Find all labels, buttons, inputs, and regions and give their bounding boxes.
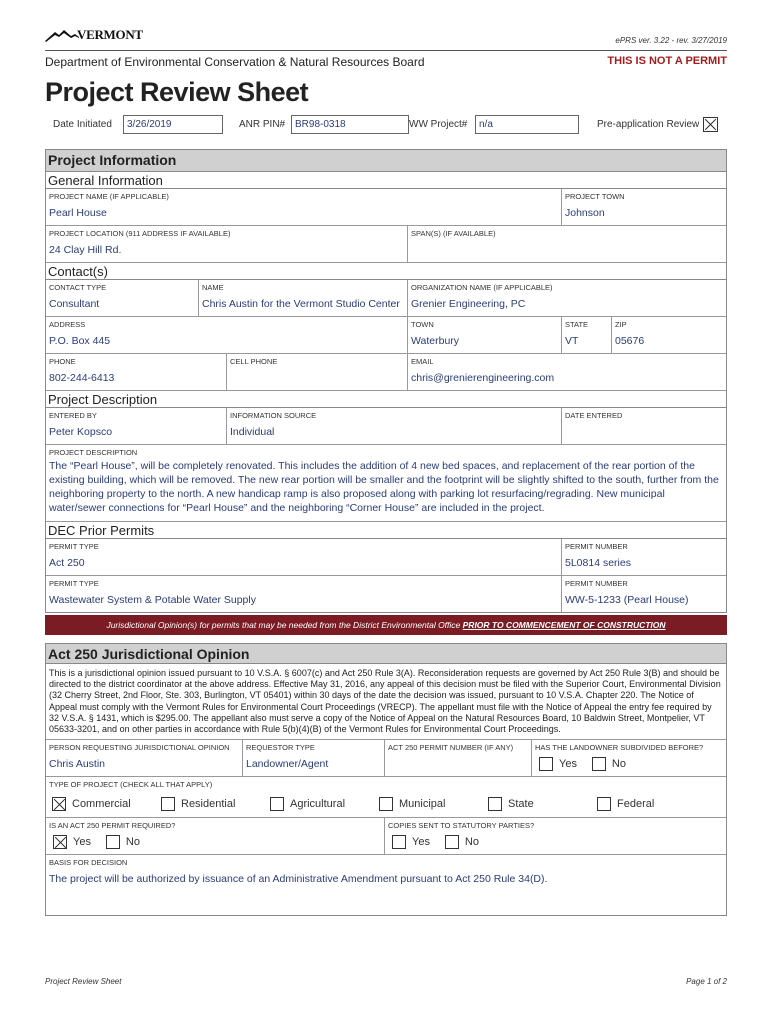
act250-section bbox=[45, 643, 727, 916]
preapp-label: Pre-application Review bbox=[597, 119, 700, 130]
info-source-label: INFORMATION SOURCE bbox=[230, 411, 317, 420]
permit-number-label: PERMIT NUMBER bbox=[565, 579, 628, 588]
requestor-type-label: REQUESTOR TYPE bbox=[246, 743, 315, 753]
type-label: Commercial bbox=[72, 798, 131, 811]
state-checkbox[interactable] bbox=[488, 797, 502, 811]
project-town-field[interactable]: Johnson bbox=[565, 207, 605, 219]
requestor-type-field[interactable]: Landowner/Agent bbox=[246, 758, 329, 771]
email-label: EMAIL bbox=[411, 357, 434, 366]
permit-type-field[interactable]: Act 250 bbox=[49, 557, 85, 569]
municipal-checkbox[interactable] bbox=[379, 797, 393, 811]
project-type-options bbox=[46, 791, 726, 817]
banner-emphasis: PRIOR TO COMMENCEMENT OF CONSTRUCTION bbox=[462, 620, 666, 630]
date-entered-field[interactable] bbox=[565, 422, 723, 444]
permit-number-field[interactable]: 5L0814 series bbox=[565, 557, 631, 569]
zip-field[interactable]: 05676 bbox=[615, 335, 645, 347]
type-label: Municipal bbox=[399, 798, 446, 811]
address-label: ADDRESS bbox=[49, 320, 86, 329]
org-name-label: ORGANIZATION NAME (IF APPLICABLE) bbox=[411, 283, 553, 292]
contact-name-label: NAME bbox=[202, 283, 224, 292]
required-no-label: No bbox=[125, 836, 140, 849]
entered-by-field[interactable]: Peter Kopsco bbox=[49, 426, 113, 438]
federal-checkbox[interactable] bbox=[597, 797, 611, 811]
act250-paragraph: This is a jurisdictional opinion issued pursuant to 10 V.S.A. § 6007(c) and Act 250 Rule 3(A). Reconsideration requests are governed by Act 250 Rule 3(B) and should be directed to the district coordinator at the above address. Effective May 31, 2016, any appeal of this decision must be filed with the Superior Court, Environmental Division (32 Cherry Street, 2nd Floor, Ste. 303, Burlington, VT 05401) within 30 days of the date the decision was issued, pursuant to 10 V.S.A. Chapter 220. The Notice of Appeal must comply with the Vermont Rules for Environmental Court Proceedings (VRECP). The appellant must file with the Notice of Appeal the entry fee required by 32 V.S.A. § 1431, which is $295.00. The appellant also must serve a copy of the Notice of Appeal on the Natural Resources Board, 10 Baldwin Street, Montpelier, VT 05633-3201, and on other parties in accordance with Rule 5(b)(4)(B) of the Vermont Rules for Environmental Court Proceedings. bbox=[46, 664, 726, 740]
info-source-field[interactable]: Individual bbox=[230, 426, 275, 438]
copies-yes-option[interactable] bbox=[392, 832, 430, 852]
page-title: Project Review Sheet bbox=[45, 77, 309, 107]
anr-pin-field[interactable]: BR98-0318 bbox=[291, 115, 409, 134]
copies-no-checkbox[interactable] bbox=[445, 835, 459, 849]
contact-town-label: TOWN bbox=[411, 320, 434, 329]
copies-sent-label: COPIES SENT TO STATUTORY PARTIES? bbox=[388, 821, 535, 831]
project-description-heading: Project Description bbox=[46, 391, 726, 408]
contact-name-field[interactable]: Chris Austin for the Vermont Studio Center bbox=[202, 298, 400, 310]
page-number: Page 1 of 2 bbox=[686, 977, 727, 986]
contacts-heading: Contact(s) bbox=[46, 263, 726, 280]
project-description-label: PROJECT DESCRIPTION bbox=[49, 448, 138, 457]
type-label: State bbox=[508, 798, 534, 811]
commercial-checkbox[interactable] bbox=[52, 797, 66, 811]
subdivided-yes-checkbox[interactable] bbox=[539, 757, 553, 771]
act250-heading: Act 250 Jurisdictional Opinion bbox=[46, 644, 726, 664]
copies-yes-checkbox[interactable] bbox=[392, 835, 406, 849]
act250-permit-number-field[interactable] bbox=[388, 754, 528, 776]
version-text: ePRS ver. 3.22 - rev. 3/27/2019 bbox=[615, 36, 727, 45]
date-initiated-label: Date Initiated bbox=[53, 119, 112, 130]
header-divider bbox=[45, 50, 727, 51]
type-federal-option[interactable] bbox=[597, 797, 706, 811]
permit-type-label: PERMIT TYPE bbox=[49, 542, 99, 551]
footer bbox=[45, 977, 727, 986]
zip-label: ZIP bbox=[615, 320, 627, 329]
subdivided-no-label: No bbox=[611, 758, 626, 771]
subdivided-yes-option[interactable] bbox=[539, 754, 577, 774]
date-initiated-field[interactable]: 3/26/2019 bbox=[123, 115, 223, 134]
permit-required-label: IS AN ACT 250 PERMIT REQUIRED? bbox=[49, 821, 176, 831]
address-field[interactable]: P.O. Box 445 bbox=[49, 335, 111, 347]
entered-by-label: ENTERED BY bbox=[49, 411, 97, 420]
required-yes-option[interactable] bbox=[53, 832, 91, 852]
not-permit-notice: THIS IS NOT A PERMIT bbox=[607, 55, 727, 67]
footer-title: Project Review Sheet bbox=[45, 977, 122, 986]
contact-type-field[interactable]: Consultant bbox=[49, 298, 100, 310]
vermont-logo bbox=[45, 28, 143, 42]
email-field[interactable]: chris@grenierengineering.com bbox=[411, 372, 555, 384]
basis-label: BASIS FOR DECISION bbox=[49, 858, 128, 868]
permit-type-field[interactable]: Wastewater System & Potable Water Supply bbox=[49, 594, 256, 606]
agricultural-checkbox[interactable] bbox=[270, 797, 284, 811]
logo-text: VERMONT bbox=[77, 27, 143, 42]
type-municipal-option[interactable] bbox=[379, 797, 488, 811]
project-location-label: PROJECT LOCATION (911 ADDRESS IF AVAILABLE) bbox=[49, 229, 231, 238]
state-label: STATE bbox=[565, 320, 589, 329]
copies-no-label: No bbox=[464, 836, 479, 849]
project-information-section bbox=[45, 149, 727, 613]
person-requesting-field[interactable]: Chris Austin bbox=[49, 758, 106, 771]
ww-project-field[interactable]: n/a bbox=[475, 115, 579, 134]
required-yes-label: Yes bbox=[73, 836, 91, 849]
project-information-heading: Project Information bbox=[46, 150, 726, 172]
permit-type-label: PERMIT TYPE bbox=[49, 579, 99, 588]
type-commercial-option[interactable] bbox=[52, 797, 161, 811]
type-label: Residential bbox=[181, 798, 236, 811]
act250-permit-number-label: ACT 250 PERMIT NUMBER (IF ANY) bbox=[388, 743, 514, 753]
contact-type-label: CONTACT TYPE bbox=[49, 283, 107, 292]
permit-number-label: PERMIT NUMBER bbox=[565, 542, 628, 551]
project-type-label: TYPE OF PROJECT (CHECK ALL THAT APPLY) bbox=[49, 780, 213, 790]
type-state-option[interactable] bbox=[488, 797, 597, 811]
ww-project-label: WW Project# bbox=[409, 119, 468, 130]
department-name: Department of Environmental Conservation & Natural Resources Board bbox=[45, 55, 425, 69]
project-town-label: PROJECT TOWN bbox=[565, 192, 625, 201]
type-label: Agricultural bbox=[290, 798, 346, 811]
subdivided-yes-label: Yes bbox=[559, 758, 577, 771]
type-residential-option[interactable] bbox=[161, 797, 270, 811]
required-yes-checkbox[interactable] bbox=[53, 835, 67, 849]
cell-phone-label: CELL PHONE bbox=[230, 357, 278, 366]
required-no-option[interactable] bbox=[106, 832, 140, 852]
cell-phone-field[interactable] bbox=[230, 368, 404, 390]
meta-row bbox=[45, 115, 727, 137]
permit-number-field[interactable]: WW-5-1233 (Pearl House) bbox=[565, 594, 689, 606]
type-label: Federal bbox=[617, 798, 655, 811]
residential-checkbox[interactable] bbox=[161, 797, 175, 811]
anr-pin-label: ANR PIN# bbox=[239, 119, 286, 130]
subdivided-no-option[interactable] bbox=[592, 754, 626, 774]
span-field[interactable] bbox=[411, 240, 723, 262]
subdivided-no-checkbox[interactable] bbox=[592, 757, 606, 771]
org-name-field[interactable]: Grenier Engineering, PC bbox=[411, 298, 526, 310]
person-requesting-label: PERSON REQUESTING JURISDICTIONAL OPINION bbox=[49, 743, 230, 753]
basis-field[interactable]: The project will be authorized by issuance of an Administrative Amendment pursuant to Act 250 Rule 34(D). bbox=[49, 873, 548, 886]
required-no-checkbox[interactable] bbox=[106, 835, 120, 849]
preapp-checkbox[interactable] bbox=[703, 117, 718, 132]
span-label: SPAN(S) (IF AVAILABLE) bbox=[411, 229, 496, 238]
subdivided-label: HAS THE LANDOWNER SUBDIVIDED BEFORE? bbox=[535, 743, 704, 753]
copies-no-option[interactable] bbox=[445, 832, 479, 852]
type-agricultural-option[interactable] bbox=[270, 797, 379, 811]
jurisdictional-banner bbox=[45, 615, 727, 635]
copies-yes-label: Yes bbox=[412, 836, 430, 849]
mountain-logo-icon bbox=[45, 28, 79, 42]
project-description-field[interactable]: The “Pearl House”, will be completely renovated. This includes the addition of 4 new bed spaces, and replacement of the rear portion of the existing building, which will be removed. The new rear portion will be smaller and the footprint will be slightly shifted to the south, further from the neighboring property to the north. A new handicap ramp is also proposed along with parking lot resurfacing/regrading. New municipal water/sewer connections for “Pearl House” and the neighboring “Corner House” are included in the project. bbox=[49, 460, 719, 514]
phone-label: PHONE bbox=[49, 357, 76, 366]
project-name-field[interactable]: Pearl House bbox=[49, 207, 107, 219]
state-field[interactable]: VT bbox=[565, 335, 579, 347]
general-information-heading: General Information bbox=[46, 172, 726, 189]
date-entered-label: DATE ENTERED bbox=[565, 411, 623, 420]
project-location-field[interactable]: 24 Clay Hill Rd. bbox=[49, 244, 122, 256]
contact-town-field[interactable]: Waterbury bbox=[411, 335, 460, 347]
project-name-label: PROJECT NAME (IF APPLICABLE) bbox=[49, 192, 169, 201]
banner-text: Jurisdictional Opinion(s) for permits that may be needed from the District Environmental Office bbox=[106, 620, 463, 630]
phone-field[interactable]: 802-244-6413 bbox=[49, 372, 115, 384]
dec-prior-permits-heading: DEC Prior Permits bbox=[46, 522, 726, 539]
